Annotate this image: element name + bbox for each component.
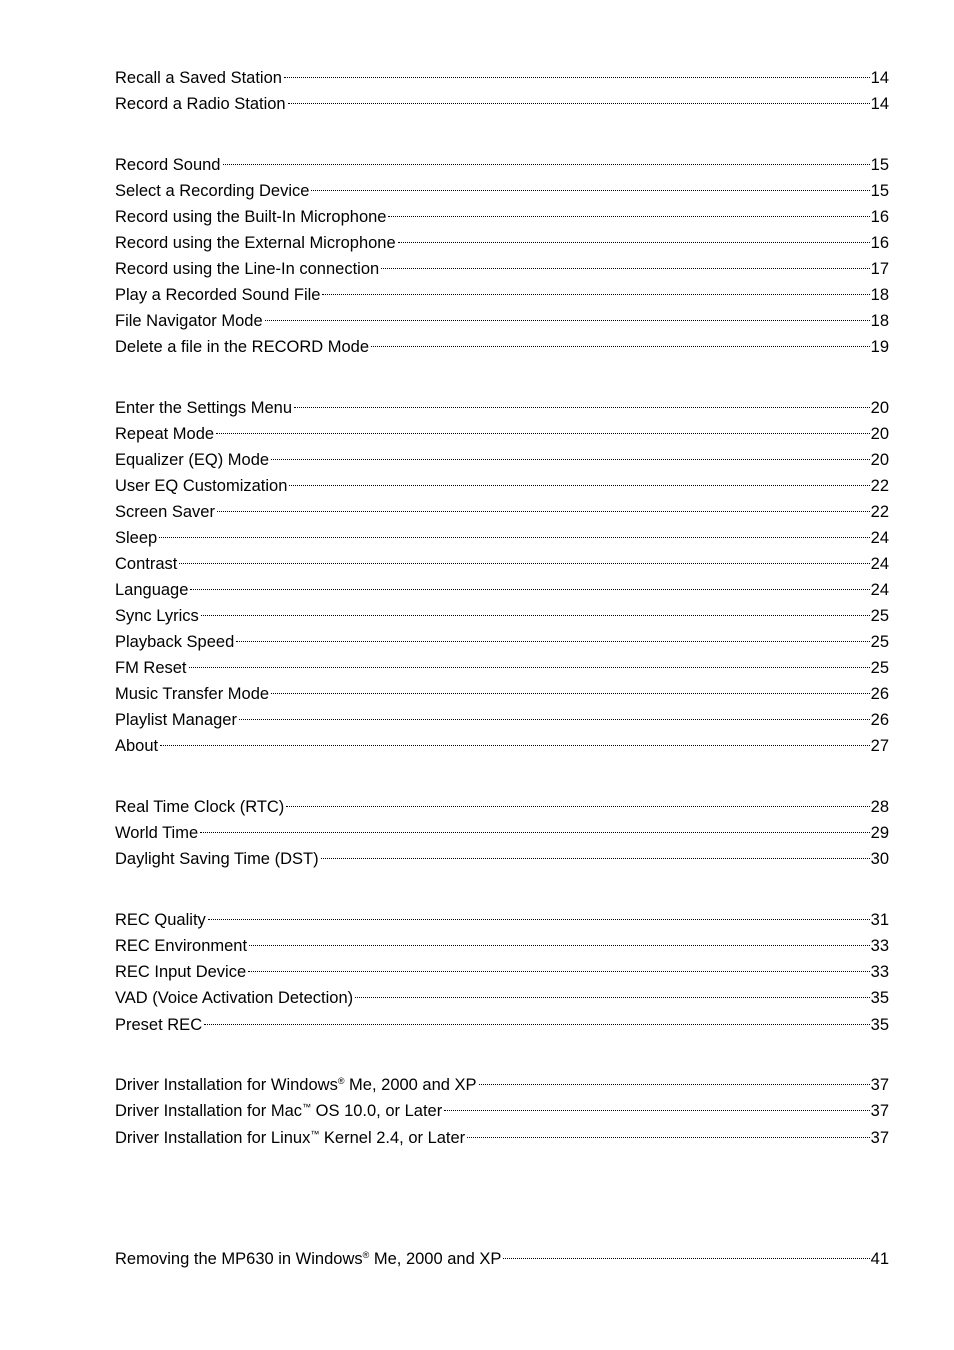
toc-entry[interactable] — [115, 521, 889, 547]
toc-entry-title: Real Time Clock (RTC) — [115, 798, 285, 816]
toc-page-number: 37 — [870, 1102, 889, 1120]
toc-entry[interactable] — [115, 1094, 889, 1120]
toc-entry-title: FM Reset — [115, 659, 187, 677]
toc-page-number: 28 — [870, 798, 889, 816]
toc-page-number: 27 — [870, 737, 889, 755]
toc-entry-title: Language — [115, 581, 189, 599]
toc-dot-leader — [502, 1242, 869, 1264]
toc-entry[interactable] — [115, 200, 889, 226]
toc-dot-leader — [287, 87, 870, 109]
toc-entry[interactable] — [115, 495, 889, 521]
toc-entry[interactable] — [115, 330, 889, 356]
toc-entry-title: Record using the External Microphone — [115, 234, 396, 252]
toc-page-number: 26 — [870, 711, 889, 729]
toc-entry-title: About — [115, 737, 159, 755]
toc-dot-leader — [283, 61, 870, 83]
toc-entry[interactable] — [115, 226, 889, 252]
toc-dot-leader — [320, 842, 870, 864]
toc-page-number: 20 — [870, 451, 889, 469]
toc-entry-title: Contrast — [115, 555, 178, 573]
toc-entry-title: Play a Recorded Sound File — [115, 286, 321, 304]
toc-entry[interactable] — [115, 981, 889, 1007]
toc-page-number: 31 — [870, 911, 889, 929]
toc-page-number: 41 — [870, 1250, 889, 1268]
toc-dot-leader — [189, 573, 869, 595]
toc-entry-title: Driver Installation for Mac™ OS 10.0, or Later — [115, 1102, 443, 1120]
toc-dot-leader — [188, 651, 870, 673]
toc-entry[interactable] — [115, 174, 889, 200]
toc-page-number: 14 — [870, 95, 889, 113]
toc-entry[interactable] — [115, 1008, 889, 1034]
toc-dot-leader — [200, 599, 870, 621]
toc-entry-title: World Time — [115, 824, 199, 842]
toc-dot-leader — [478, 1068, 870, 1090]
toc-entry[interactable] — [115, 547, 889, 573]
toc-entry[interactable] — [115, 469, 889, 495]
toc-page-number: 16 — [870, 208, 889, 226]
toc-page-number: 37 — [870, 1129, 889, 1147]
toc-dot-leader — [222, 148, 870, 170]
toc-dot-leader — [235, 625, 869, 647]
toc-entry-title: Record Sound — [115, 156, 221, 174]
toc-entry[interactable] — [115, 703, 889, 729]
toc-entry-title: Driver Installation for Windows® Me, 2000 and XP — [115, 1076, 477, 1094]
toc-dot-leader — [321, 278, 869, 300]
toc-entry-title: Playback Speed — [115, 633, 235, 651]
toc-dot-leader — [159, 729, 870, 751]
toc-dot-leader — [354, 981, 870, 1003]
toc-dot-leader — [238, 703, 870, 725]
toc-entry-title: Select a Recording Device — [115, 182, 310, 200]
toc-entry[interactable] — [115, 148, 889, 174]
toc-entry[interactable] — [115, 816, 889, 842]
toc-page-number: 35 — [870, 989, 889, 1007]
toc-page-number: 20 — [870, 425, 889, 443]
toc-entry-title: REC Environment — [115, 937, 248, 955]
toc-entry[interactable] — [115, 417, 889, 443]
toc-page-number: 22 — [870, 503, 889, 521]
toc-entry-title: Playlist Manager — [115, 711, 237, 729]
toc-dot-leader — [270, 443, 870, 465]
toc-dot-leader — [158, 521, 869, 543]
toc-entry-title: Daylight Saving Time (DST) — [115, 850, 319, 868]
toc-entry-title: Repeat Mode — [115, 425, 215, 443]
toc-dot-leader — [264, 304, 870, 326]
toc-dot-leader — [397, 226, 870, 248]
table-of-contents — [115, 0, 889, 1350]
toc-page-number: 30 — [870, 850, 889, 868]
toc-page-number: 17 — [870, 260, 889, 278]
toc-entry-title: Sleep — [115, 529, 158, 547]
toc-entry-title: Screen Saver — [115, 503, 215, 521]
toc-entry-title: Sync Lyrics — [115, 607, 199, 625]
toc-dot-leader — [207, 903, 870, 925]
toc-entry-title: User EQ Customization — [115, 477, 288, 495]
toc-dot-leader — [380, 252, 869, 274]
toc-dot-leader — [270, 677, 870, 699]
toc-page-number: 33 — [870, 963, 889, 981]
registered-mark: ® — [362, 1250, 370, 1260]
toc-entry[interactable] — [115, 1068, 889, 1094]
toc-entry[interactable] — [115, 625, 889, 651]
toc-dot-leader — [285, 790, 869, 812]
toc-page-number: 18 — [870, 312, 889, 330]
toc-entry[interactable] — [115, 443, 889, 469]
toc-entry[interactable] — [115, 677, 889, 703]
toc-entry[interactable] — [115, 573, 889, 599]
toc-page-number: 20 — [870, 399, 889, 417]
toc-dot-leader — [310, 174, 869, 196]
toc-entry[interactable] — [115, 929, 889, 955]
toc-entry[interactable] — [115, 391, 889, 417]
toc-page-number: 29 — [870, 824, 889, 842]
toc-page-number: 14 — [870, 69, 889, 87]
toc-dot-leader — [293, 391, 870, 413]
toc-page-number: 25 — [870, 607, 889, 625]
toc-dot-leader — [203, 1008, 870, 1030]
toc-page-number: 33 — [870, 937, 889, 955]
toc-entry-title: Record a Radio Station — [115, 95, 286, 113]
toc-dot-leader — [178, 547, 869, 569]
toc-page-number: 24 — [870, 529, 889, 547]
toc-entry[interactable] — [115, 61, 889, 87]
toc-dot-leader — [199, 816, 870, 838]
toc-page-number: 22 — [870, 477, 889, 495]
toc-entry[interactable] — [115, 252, 889, 278]
trademark-mark: ™ — [302, 1102, 312, 1112]
toc-dot-leader — [370, 330, 870, 352]
toc-entry-title: Removing the MP630 in Windows® Me, 2000 and XP — [115, 1250, 502, 1268]
toc-page-number: 25 — [870, 633, 889, 651]
toc-entry[interactable] — [115, 278, 889, 304]
toc-page-number: 24 — [870, 555, 889, 573]
toc-page-number: 18 — [870, 286, 889, 304]
toc-page-number: 37 — [870, 1076, 889, 1094]
toc-entry[interactable] — [115, 842, 889, 868]
toc-entry-title: REC Quality — [115, 911, 206, 929]
toc-entry-title: Delete a file in the RECORD Mode — [115, 338, 370, 356]
toc-dot-leader — [443, 1094, 869, 1116]
toc-entry-title: Record using the Line-In connection — [115, 260, 380, 278]
toc-entry-title: VAD (Voice Activation Detection) — [115, 989, 354, 1007]
toc-page-number: 16 — [870, 234, 889, 252]
toc-dot-leader — [248, 929, 870, 951]
toc-entry-title: Enter the Settings Menu — [115, 399, 293, 417]
toc-dot-leader — [466, 1121, 869, 1143]
toc-entry[interactable] — [115, 903, 889, 929]
toc-entry-title: Recall a Saved Station — [115, 69, 282, 87]
toc-entry-title: Music Transfer Mode — [115, 685, 270, 703]
toc-dot-leader — [288, 469, 869, 491]
toc-entry-title: Equalizer (EQ) Mode — [115, 451, 270, 469]
toc-entry[interactable] — [115, 599, 889, 625]
toc-entry[interactable] — [115, 790, 889, 816]
toc-entry-title: File Navigator Mode — [115, 312, 263, 330]
toc-entry[interactable] — [115, 1121, 889, 1147]
toc-dot-leader — [216, 495, 870, 517]
toc-dot-leader — [247, 955, 870, 977]
toc-page-number: 24 — [870, 581, 889, 599]
toc-entry[interactable] — [115, 1242, 889, 1268]
toc-page-number: 19 — [870, 338, 889, 356]
toc-entry-title: Record using the Built-In Microphone — [115, 208, 387, 226]
toc-entry[interactable] — [115, 651, 889, 677]
toc-page-number: 25 — [870, 659, 889, 677]
toc-entry-title: REC Input Device — [115, 963, 247, 981]
toc-dot-leader — [387, 200, 869, 222]
toc-page-number: 35 — [870, 1016, 889, 1034]
toc-entry[interactable] — [115, 955, 889, 981]
toc-dot-leader — [215, 417, 870, 439]
toc-entry-title: Driver Installation for Linux™ Kernel 2.4, or Later — [115, 1129, 466, 1147]
toc-entry[interactable] — [115, 87, 889, 113]
toc-page-number: 15 — [870, 182, 889, 200]
toc-entry[interactable] — [115, 304, 889, 330]
toc-page-number: 26 — [870, 685, 889, 703]
toc-page-number: 15 — [870, 156, 889, 174]
registered-mark: ® — [337, 1076, 345, 1086]
toc-entry[interactable] — [115, 729, 889, 755]
trademark-mark: ™ — [310, 1129, 320, 1139]
toc-entry-title: Preset REC — [115, 1016, 203, 1034]
